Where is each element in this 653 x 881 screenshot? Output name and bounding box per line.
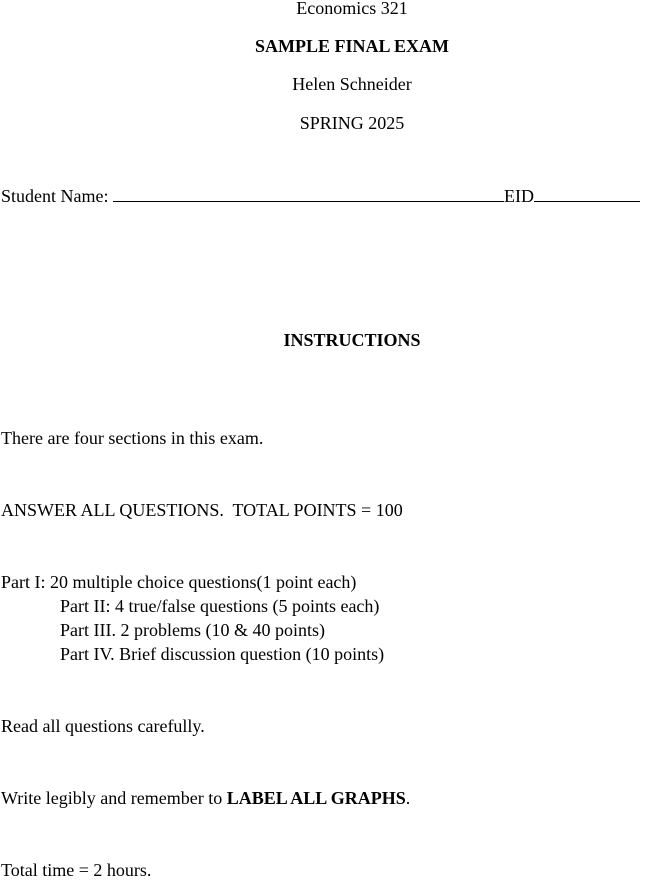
part-item: Part III. 2 problems (10 & 40 points): [60, 620, 325, 640]
course-title: Economics 321: [296, 0, 408, 18]
exam-title: SAMPLE FINAL EXAM: [254, 36, 449, 56]
answer-all-note: ANSWER ALL QUESTIONS. TOTAL POINTS = 100: [1, 500, 403, 520]
eid-label: EID: [503, 186, 534, 206]
write-legibly-suffix: .: [405, 788, 411, 808]
exam-term: SPRING 2025: [299, 113, 405, 133]
part-item: Part I: 20 multiple choice questions(1 point each): [1, 572, 357, 592]
student-name-blank: [113, 184, 504, 202]
student-info-row: [1, 184, 640, 207]
total-time-note: Total time = 2 hours.: [1, 860, 152, 880]
write-legibly-prefix: Write legibly and remember to: [1, 788, 227, 808]
read-carefully-note: Read all questions carefully.: [1, 716, 205, 736]
write-legibly-note: [1, 787, 410, 809]
part-item: Part II: 4 true/false questions (5 points each): [60, 596, 380, 616]
part-item: Part IV. Brief discussion question (10 points): [60, 644, 385, 664]
student-name-label: Student Name:: [1, 186, 113, 206]
eid-blank: [534, 184, 640, 202]
instructions-heading: INSTRUCTIONS: [283, 330, 421, 350]
instructor-name: Helen Schneider: [292, 74, 412, 94]
sections-note: There are four sections in this exam.: [1, 428, 264, 448]
label-all-graphs: LABEL ALL GRAPHS: [226, 788, 406, 808]
